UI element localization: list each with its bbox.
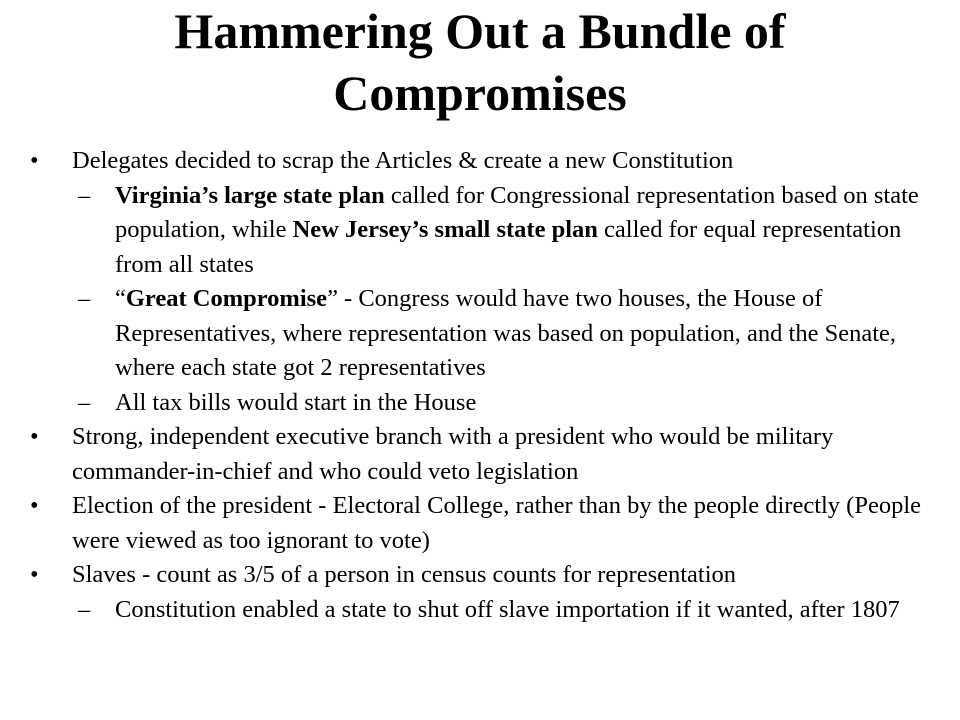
virginia-plan-term: Virginia’s large state plan (115, 181, 385, 209)
bullet-text: Delegates decided to scrap the Articles & create a new Constitution (72, 147, 734, 174)
sub-item-tax-bills (30, 386, 955, 421)
sub-item-text: called for equal representation from all states (115, 216, 902, 278)
bullet-item-slaves (30, 558, 955, 593)
sub-item-state-plans (30, 179, 955, 283)
sub-item-text: All tax bills would start in the House (115, 388, 477, 416)
dash-icon: – (78, 181, 91, 209)
bullet-item-electoral-college (30, 489, 955, 558)
dash-icon: – (78, 595, 91, 623)
great-compromise-term: Great Compromise (125, 285, 328, 312)
bullet-text: Election of the president - Electoral College, rather than by the people directly (People were viewed as too ignorant to vote) (72, 492, 922, 554)
bullet-icon: • (30, 561, 39, 588)
bullet-text: Slaves - count as 3/5 of a person in census counts for representation (72, 561, 737, 588)
sub-item-text: called for Congressional representation based on state population, while (115, 181, 919, 243)
sub-item-slave-importation (30, 593, 955, 628)
bullet-icon: • (30, 492, 39, 519)
bullet-item-new-constitution (30, 144, 955, 179)
bullet-icon: • (30, 423, 39, 450)
dash-icon: – (78, 285, 91, 312)
slide-title-line-1: Hammering Out a Bundle of (174, 3, 786, 59)
bullet-list (30, 144, 955, 627)
open-quote: “ (115, 285, 126, 312)
bullet-item-executive-branch (30, 420, 955, 489)
bullet-icon: • (30, 147, 39, 174)
sub-item-great-compromise (30, 282, 955, 386)
sub-item-text: ” - Congress would have two houses, the House of Representatives, where representation was based on population, and the Senate, where each state got 2 representatives (115, 285, 897, 381)
slide-title (0, 0, 960, 124)
bullet-text: Strong, independent executive branch with a president who would be military commander-in-chief and who could veto legislation (72, 423, 834, 485)
sub-item-text: Constitution enabled a state to shut off slave importation if it wanted, after 1807 (115, 595, 900, 623)
slide-title-line-2: Compromises (333, 65, 627, 121)
dash-icon: – (78, 388, 91, 416)
new-jersey-plan-term: New Jersey’s small state plan (292, 216, 598, 243)
